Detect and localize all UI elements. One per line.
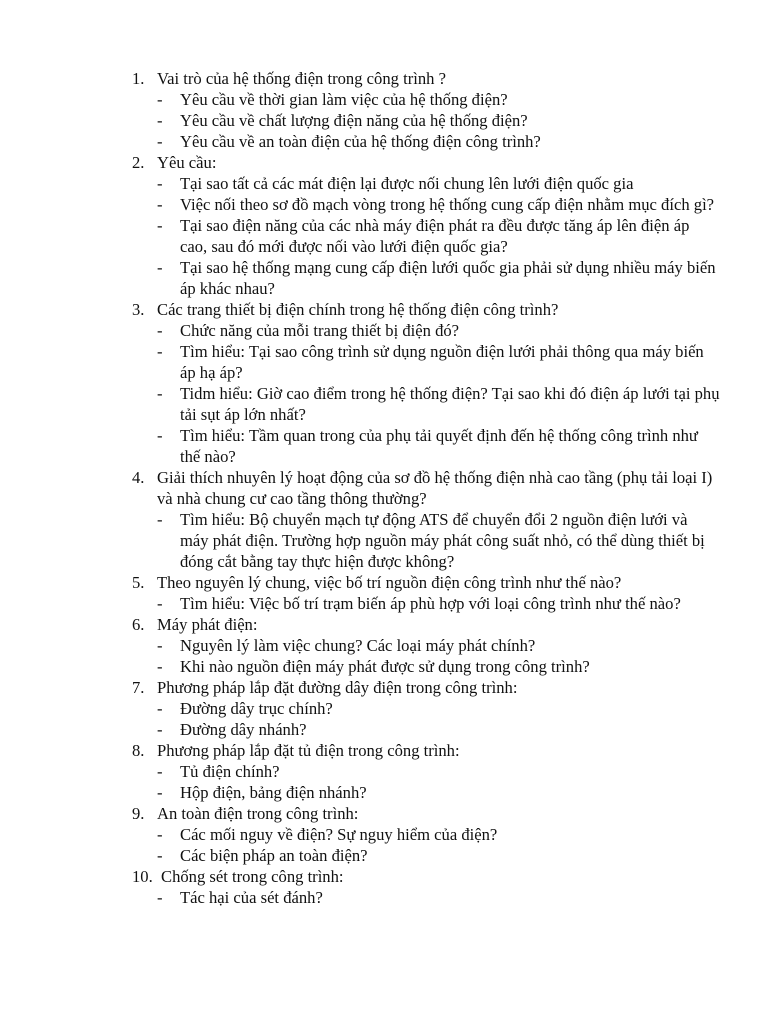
question-item-9: [0, 803, 768, 866]
sub-question-list: [157, 89, 720, 152]
sub-question: [157, 719, 720, 740]
document-page: [0, 68, 768, 908]
question-title: An toàn điện trong công trình:: [157, 804, 359, 823]
sub-question-list: [157, 761, 720, 803]
sub-question-text: Khi nào nguồn điện máy phát được sử dụng trong công trình?: [180, 657, 590, 676]
bullet-dash: -: [157, 132, 163, 151]
question-number: 2.: [132, 153, 145, 172]
sub-question-text: Tìm hiểu: Tại sao công trình sử dụng nguồn điện lưới phải thông qua máy biến áp hạ áp?: [180, 342, 704, 382]
sub-question-list: [157, 698, 720, 740]
question-item-8: [0, 740, 768, 803]
sub-question-text: Tìm hiểu: Bộ chuyển mạch tự động ATS để chuyển đổi 2 nguồn điện lưới và máy phát điện. Trường hợp nguồn máy phát công suất nhỏ, có thể dùng thiết bị đóng cắt bằng tay thực hiện được không?: [180, 510, 705, 571]
bullet-dash: -: [157, 195, 163, 214]
question-item-5: [0, 572, 768, 614]
sub-question-text: Việc nối theo sơ đồ mạch vòng trong hệ thống cung cấp điện nhằm mục đích gì?: [180, 195, 715, 214]
bullet-dash: -: [157, 888, 163, 907]
sub-question: [157, 425, 720, 467]
sub-question-list: [157, 593, 720, 614]
question-number: 3.: [132, 300, 145, 319]
bullet-dash: -: [157, 510, 163, 529]
sub-question-text: Tại sao tất cả các mát điện lại được nối chung lên lưới điện quốc gia: [180, 174, 634, 193]
question-number: 4.: [132, 468, 145, 487]
question-title: Phương pháp lắp đặt tủ điện trong công trình:: [157, 741, 460, 760]
sub-question-text: Yêu cầu về chất lượng điện năng của hệ thống điện?: [180, 111, 528, 130]
sub-question-text: Tủ điện chính?: [180, 762, 280, 781]
bullet-dash: -: [157, 174, 163, 193]
question-title: Máy phát điện:: [157, 615, 258, 634]
sub-question: [157, 509, 720, 572]
sub-question: [157, 257, 720, 299]
bullet-dash: -: [157, 762, 163, 781]
sub-question-text: Tìm hiểu: Việc bố trí trạm biến áp phù hợp với loại công trình như thế nào?: [180, 594, 681, 613]
sub-question: [157, 131, 720, 152]
bullet-dash: -: [157, 90, 163, 109]
question-number: 6.: [132, 615, 145, 634]
sub-question-text: Đường dây trục chính?: [180, 699, 333, 718]
sub-question-list: [157, 824, 720, 866]
question-title: Phương pháp lắp đặt đường dây điện trong công trình:: [157, 678, 518, 697]
sub-question: [157, 887, 720, 908]
question-title: Theo nguyên lý chung, việc bố trí nguồn điện công trình như thế nào?: [157, 573, 622, 592]
sub-question-text: Tại sao điện năng của các nhà máy điện phát ra đều được tăng áp lên điện áp cao, sau đó mới được nối vào lưới điện quốc gia?: [180, 216, 690, 256]
bullet-dash: -: [157, 846, 163, 865]
sub-question-text: Yêu cầu về an toàn điện của hệ thống điện công trình?: [180, 132, 541, 151]
bullet-dash: -: [157, 216, 163, 235]
sub-question: [157, 656, 720, 677]
sub-question-text: Các biện pháp an toàn điện?: [180, 846, 368, 865]
question-item-1: [0, 68, 768, 152]
sub-question-text: Tác hại của sét đánh?: [180, 888, 323, 907]
bullet-dash: -: [157, 384, 163, 403]
bullet-dash: -: [157, 321, 163, 340]
question-number: 1.: [132, 69, 145, 88]
sub-question-text: Tìm hiểu: Tầm quan trong của phụ tải quyết định đến hệ thống công trình như thế nào?: [180, 426, 698, 466]
sub-question: [157, 593, 720, 614]
bullet-dash: -: [157, 426, 163, 445]
sub-question: [157, 761, 720, 782]
sub-question: [157, 845, 720, 866]
question-list: [0, 68, 768, 908]
bullet-dash: -: [157, 111, 163, 130]
question-item-10: [0, 866, 768, 908]
question-number: 5.: [132, 573, 145, 592]
bullet-dash: -: [157, 720, 163, 739]
sub-question: [157, 824, 720, 845]
question-number: 8.: [132, 741, 145, 760]
question-title: Chống sét trong công trình:: [161, 867, 344, 886]
sub-question-list: [157, 509, 720, 572]
bullet-dash: -: [157, 783, 163, 802]
bullet-dash: -: [157, 657, 163, 676]
sub-question: [157, 215, 720, 257]
bullet-dash: -: [157, 636, 163, 655]
question-item-2: [0, 152, 768, 299]
sub-question-text: Chức năng của mỗi trang thiết bị điện đó?: [180, 321, 460, 340]
sub-question-text: Tidm hiểu: Giờ cao điểm trong hệ thống điện? Tại sao khi đó điện áp lưới tại phụ tải sụt áp lớn nhất?: [180, 384, 720, 424]
sub-question-list: [157, 635, 720, 677]
question-title: Các trang thiết bị điện chính trong hệ thống điện công trình?: [157, 300, 559, 319]
bullet-dash: -: [157, 699, 163, 718]
question-item-4: [0, 467, 768, 572]
sub-question: [157, 698, 720, 719]
question-item-6: [0, 614, 768, 677]
question-number: 7.: [132, 678, 145, 697]
sub-question: [157, 320, 720, 341]
bullet-dash: -: [157, 825, 163, 844]
bullet-dash: -: [157, 342, 163, 361]
sub-question: [157, 782, 720, 803]
sub-question: [157, 110, 720, 131]
question-item-3: [0, 299, 768, 467]
sub-question-list: [157, 320, 720, 467]
question-item-7: [0, 677, 768, 740]
bullet-dash: -: [157, 594, 163, 613]
sub-question-list: [157, 887, 720, 908]
sub-question: [157, 89, 720, 110]
question-title: Giải thích nhuyên lý hoạt động của sơ đồ hệ thống điện nhà cao tầng (phụ tải loại I) và nhà chung cư cao tầng thông thường?: [157, 468, 713, 508]
sub-question-text: Yêu cầu về thời gian làm việc của hệ thống điện?: [180, 90, 508, 109]
sub-question: [157, 383, 720, 425]
question-title: Vai trò của hệ thống điện trong công trình ?: [157, 69, 446, 88]
sub-question: [157, 635, 720, 656]
sub-question: [157, 194, 720, 215]
question-number: 10.: [132, 867, 153, 886]
question-title: Yêu cầu:: [157, 153, 217, 172]
sub-question-text: Các mối nguy về điện? Sự nguy hiểm của điện?: [180, 825, 498, 844]
sub-question-text: Đường dây nhánh?: [180, 720, 307, 739]
sub-question-text: Tại sao hệ thống mạng cung cấp điện lưới quốc gia phải sử dụng nhiều máy biến áp khác nhau?: [180, 258, 716, 298]
sub-question: [157, 341, 720, 383]
sub-question-list: [157, 173, 720, 299]
sub-question-text: Hộp điện, bảng điện nhánh?: [180, 783, 367, 802]
sub-question-text: Nguyên lý làm việc chung? Các loại máy phát chính?: [180, 636, 536, 655]
sub-question: [157, 173, 720, 194]
bullet-dash: -: [157, 258, 163, 277]
question-number: 9.: [132, 804, 145, 823]
